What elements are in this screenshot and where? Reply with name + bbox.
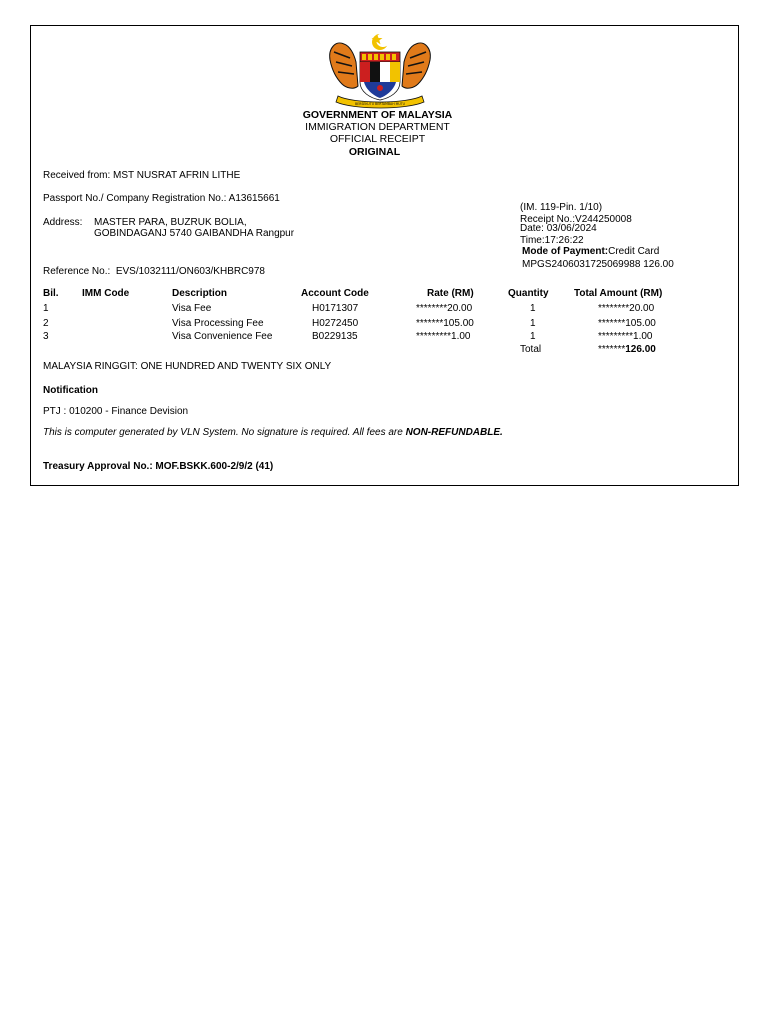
col-header-description: Description [172, 288, 228, 299]
crest-motto: BERSEKUTU BERTAMBAH MUTU [354, 102, 406, 106]
row-description: Visa Convenience Fee [172, 331, 273, 342]
row-bil: 1 [43, 303, 49, 314]
row-total: *********1.00 [598, 331, 653, 342]
receipt-label: Receipt No.: [520, 214, 576, 225]
row-rate: ********20.00 [416, 303, 473, 314]
row-quantity: 1 [530, 303, 536, 314]
row-description: Visa Processing Fee [172, 318, 264, 329]
department-title: IMMIGRATION DEPARTMENT [305, 121, 450, 133]
date-value: 03/06/2024 [546, 223, 597, 234]
row-rate: *********1.00 [416, 331, 471, 342]
payment-mode-value: Credit Card [608, 246, 660, 257]
reference-value: EVS/1032111/ON603/KHBRC978 [115, 266, 265, 277]
row-description: Visa Fee [172, 303, 212, 314]
date-label: Date: [520, 223, 544, 234]
transaction-reference: MPGS2406031725069988 126.00 [522, 259, 674, 270]
disclaimer-text: This is computer generated by VLN System. No signature is required. All fees are [43, 427, 406, 438]
row-total: ********20.00 [598, 303, 655, 314]
passport-value: A13615661 [228, 193, 280, 204]
passport-number [43, 193, 280, 205]
document-title: OFFICIAL RECEIPT [329, 133, 426, 145]
total-value: 126.00 [625, 344, 656, 355]
treasury-approval: Treasury Approval No.: MOF.BSKK.600-2/9/2 (41) [43, 461, 274, 472]
malaysia-coat-of-arms-icon [324, 30, 436, 110]
notification-heading: Notification [43, 385, 98, 396]
col-header-quantity: Quantity [508, 288, 549, 299]
official-receipt [30, 25, 739, 486]
row-account-code: H0272450 [312, 318, 359, 329]
col-header-imm-code: IMM Code [82, 288, 130, 299]
time-value: 17:26:22 [544, 235, 584, 246]
received-from-label: Received from: [43, 170, 111, 181]
address-line-1: MASTER PARA, BUZRUK BOLIA, [94, 217, 247, 228]
address-line-2: GOBINDAGANJ 5740 GAIBANDHA Rangpur [94, 228, 295, 239]
total-stars: ******* [598, 344, 626, 355]
amount-in-words: MALAYSIA RINGGIT: ONE HUNDRED AND TWENTY SIX ONLY [43, 361, 332, 372]
total-label: Total [520, 344, 542, 355]
row-bil: 2 [43, 318, 49, 329]
ptj-info: PTJ : 010200 - Finance Devision [43, 406, 189, 417]
receipt-date [520, 223, 597, 235]
copy-label: ORIGINAL [348, 146, 401, 158]
row-quantity: 1 [530, 318, 536, 329]
passport-label: Passport No./ Company Registration No.: [43, 193, 227, 204]
col-header-total-amount: Total Amount (RM) [574, 288, 663, 299]
row-rate: *******105.00 [416, 318, 474, 329]
disclaimer [43, 427, 503, 439]
received-from-value: MST NUSRAT AFRIN LITHE [113, 170, 241, 181]
total-amount [598, 344, 656, 356]
form-code: (IM. 119-Pin. 1/10) [520, 202, 603, 213]
col-header-account-code: Account Code [301, 288, 369, 299]
row-account-code: H0171307 [312, 303, 359, 314]
col-header-bil: Bil. [43, 288, 59, 299]
government-title: GOVERNMENT OF MALAYSIA [302, 109, 453, 121]
received-from [43, 170, 240, 182]
address-label: Address: [43, 217, 83, 228]
row-account-code: B0229135 [312, 331, 358, 342]
receipt-value: V244250008 [575, 214, 632, 225]
row-total: *******105.00 [598, 318, 656, 329]
row-bil: 3 [43, 331, 49, 342]
time-label: Time: [520, 235, 545, 246]
reference-label: Reference No.: [43, 266, 111, 277]
payment-mode [522, 246, 659, 258]
payment-mode-label: Mode of Payment: [522, 246, 609, 257]
row-quantity: 1 [530, 331, 536, 342]
reference-number [43, 266, 265, 278]
non-refundable-label: NON-REFUNDABLE. [405, 427, 503, 438]
col-header-rate: Rate (RM) [427, 288, 474, 299]
